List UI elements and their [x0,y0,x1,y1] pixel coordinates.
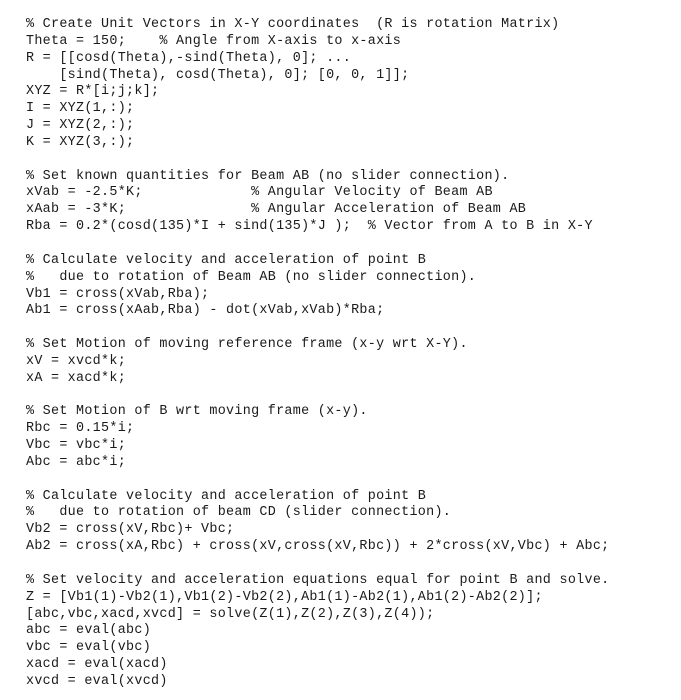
blank-line [26,320,676,337]
code-line: xA = xacd*k; [26,370,127,386]
code-line: xV = xvcd*k; [26,353,127,369]
code-line: Ab1 = cross(xAab,Rba) - dot(xVab,xVab)*Rba; [26,303,385,319]
code-line-comment: % Set Motion of B wrt moving frame (x-y). [26,404,368,420]
code-line: Vb2 = cross(xV,Rbc)+ Vbc; [26,522,235,538]
code-line-comment: % Create Unit Vectors in X-Y coordinates (R is rotation Matrix) [26,17,560,32]
code-line: R = [[cosd(Theta),-sind(Theta), 0]; ... [26,50,352,66]
code-line: Vbc = vbc*i; [26,438,127,454]
code-line: Z = [Vb1(1)-Vb2(1),Vb1(2)-Vb2(2),Ab1(1)-Ab2(1),Ab1(2)-Ab2(2)]; [26,589,543,605]
code-line: Ab2 = cross(xA,Rbc) + cross(xV,cross(xV,Rbc)) + 2*cross(xV,Vbc) + Abc; [26,539,610,555]
code-line-comment: % Calculate velocity and acceleration of point B [26,488,427,504]
code-line: xVab = -2.5*K; % Angular Velocity of Beam AB [26,185,493,201]
code-line: xvcd = eval(xvcd) [26,673,168,689]
blank-line [26,472,676,489]
code-line: Rbc = 0.15*i; [26,421,135,437]
code-line: Vb1 = cross(xVab,Rba); [26,286,210,302]
code-line: Rba = 0.2*(cosd(135)*I + sind(135)*J ); % Vector from A to B in X-Y [26,219,593,235]
code-line: Abc = abc*i; [26,454,127,470]
code-line-comment: % Calculate velocity and acceleration of point B [26,252,427,268]
code-line-comment: % Set Motion of moving reference frame (x-y wrt X-Y). [26,337,468,353]
code-line: xacd = eval(xacd) [26,657,168,673]
code-line-comment: % due to rotation of Beam AB (no slider connection). [26,269,477,285]
code-line: XYZ = R*[i;j;k]; [26,84,160,100]
code-line: vbc = eval(vbc) [26,640,152,656]
blank-line [26,556,676,573]
code-line: [sind(Theta), cosd(Theta), 0]; [0, 0, 1]]; [26,67,410,83]
code-line: [abc,vbc,xacd,xvcd] = solve(Z(1),Z(2),Z(3),Z(4)); [26,606,435,622]
code-line: J = XYZ(2,:); [26,118,135,134]
code-line-comment: % Set velocity and acceleration equations equal for point B and solve. [26,572,610,588]
code-line: xAab = -3*K; % Angular Acceleration of Beam AB [26,202,527,218]
blank-line [26,236,676,253]
code-line-comment: % Set known quantities for Beam AB (no slider connection). [26,168,510,184]
code-line: K = XYZ(3,:); [26,134,135,150]
code-listing [26,17,676,691]
code-line-comment: % due to rotation of beam CD (slider connection). [26,505,452,521]
code-line: Theta = 150; % Angle from X-axis to x-axis [26,33,402,49]
blank-line [26,388,676,405]
code-line: I = XYZ(1,:); [26,101,135,117]
blank-line [26,152,676,169]
code-line: abc = eval(abc) [26,623,152,639]
